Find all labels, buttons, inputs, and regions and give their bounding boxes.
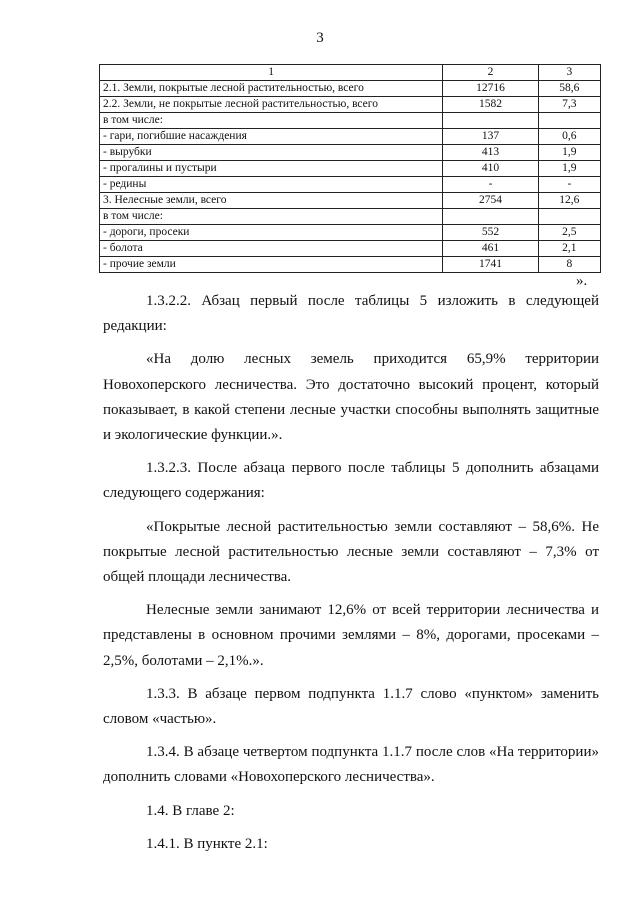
- table-cell: 58,6: [538, 81, 600, 97]
- table-cell: в том числе:: [100, 209, 443, 225]
- paragraph: 1.3.4. В абзаце четвертом подпункта 1.1.7 после слов «На территории» дополнить словами «Новохоперского лесничества».: [103, 744, 599, 786]
- table-cell: - прогалины и пустыри: [100, 161, 443, 177]
- table-cell: - гари, погибшие насаждения: [100, 129, 443, 145]
- table-cell: - редины: [100, 177, 443, 193]
- table-row: [100, 145, 601, 161]
- table-cell: 1582: [443, 97, 538, 113]
- table-row: [100, 257, 601, 273]
- table-cell: 12716: [443, 81, 538, 97]
- table-cell: 1741: [443, 257, 538, 273]
- table-cell: 12,6: [538, 193, 600, 209]
- page-number: 3: [316, 30, 324, 46]
- table-cell: 552: [443, 225, 538, 241]
- table-body: [100, 65, 601, 273]
- table-cell: 2,1: [538, 241, 600, 257]
- paragraph: 1.3.2.3. После абзаца первого после таблицы 5 дополнить абзацами следующего содержания:: [103, 460, 599, 502]
- table-cell: 1,9: [538, 145, 600, 161]
- table-cell: [443, 209, 538, 225]
- table-cell: 8: [538, 257, 600, 273]
- paragraph: 1.4. В главе 2:: [146, 802, 235, 819]
- table-cell: - прочие земли: [100, 257, 443, 273]
- table-cell: 2.1. Земли, покрытые лесной растительностью, всего: [100, 81, 443, 97]
- paragraph: «На долю лесных земель приходится 65,9% территории Новохоперского лесничества. Это достаточно высокий процент, который показывает, в какой степени лесные участки способны выполнять защитные и экологические функции.».: [103, 351, 599, 444]
- table-cell: 2.2. Земли, не покрытые лесной растительностью, всего: [100, 97, 443, 113]
- paragraph: Нелесные земли занимают 12,6% от всей территории лесничества и представлены в основном прочими землями – 8%, дорогами, просеками – 2,5%, болотами – 2,1%.».: [103, 602, 599, 669]
- table-cell: [443, 113, 538, 129]
- table-row: [100, 161, 601, 177]
- table-cell: 7,3: [538, 97, 600, 113]
- paragraph: 1.4.1. В пункте 2.1:: [146, 835, 268, 852]
- table-row: [100, 209, 601, 225]
- table-row: [100, 177, 601, 193]
- table-row: [100, 81, 601, 97]
- table-cell: 137: [443, 129, 538, 145]
- table-cell: [538, 209, 600, 225]
- table-row: [100, 113, 601, 129]
- header-cell: 2: [443, 65, 538, 81]
- table-row: [100, 225, 601, 241]
- paragraph: 1.3.2.2. Абзац первый после таблицы 5 изложить в следующей редакции:: [103, 293, 599, 335]
- body-text: [103, 289, 599, 865]
- table-row: [100, 97, 601, 113]
- table-cell: 3. Нелесные земли, всего: [100, 193, 443, 209]
- table-header-row: [100, 65, 601, 81]
- table-cell: -: [443, 177, 538, 193]
- table-cell: [538, 113, 600, 129]
- table-row: [100, 129, 601, 145]
- header-cell: 1: [100, 65, 443, 81]
- paragraph: 1.3.3. В абзаце первом подпункта 1.1.7 слово «пунктом» заменить словом «частью».: [103, 685, 599, 728]
- table-cell: в том числе:: [100, 113, 443, 129]
- paragraph: «Покрытые лесной растительностью земли составляют – 58,6%. Не покрытые лесной растительностью лесные земли составляют – 7,3% от общей площади лесничества.: [103, 518, 599, 586]
- table-cell: 2754: [443, 193, 538, 209]
- table-cell: 2,5: [538, 225, 600, 241]
- table-cell: 461: [443, 241, 538, 257]
- table-cell: 413: [443, 145, 538, 161]
- table-cell: 0,6: [538, 129, 600, 145]
- table-closing-quote: ».: [576, 273, 588, 289]
- table-cell: - дороги, просеки: [100, 225, 443, 241]
- table-cell: 1,9: [538, 161, 600, 177]
- table-cell: -: [538, 177, 600, 193]
- table-row: [100, 241, 601, 257]
- land-area-table: [99, 64, 601, 273]
- table-row: [100, 193, 601, 209]
- header-cell: 3: [538, 65, 600, 81]
- table-cell: - вырубки: [100, 145, 443, 161]
- table-cell: - болота: [100, 241, 443, 257]
- table-cell: 410: [443, 161, 538, 177]
